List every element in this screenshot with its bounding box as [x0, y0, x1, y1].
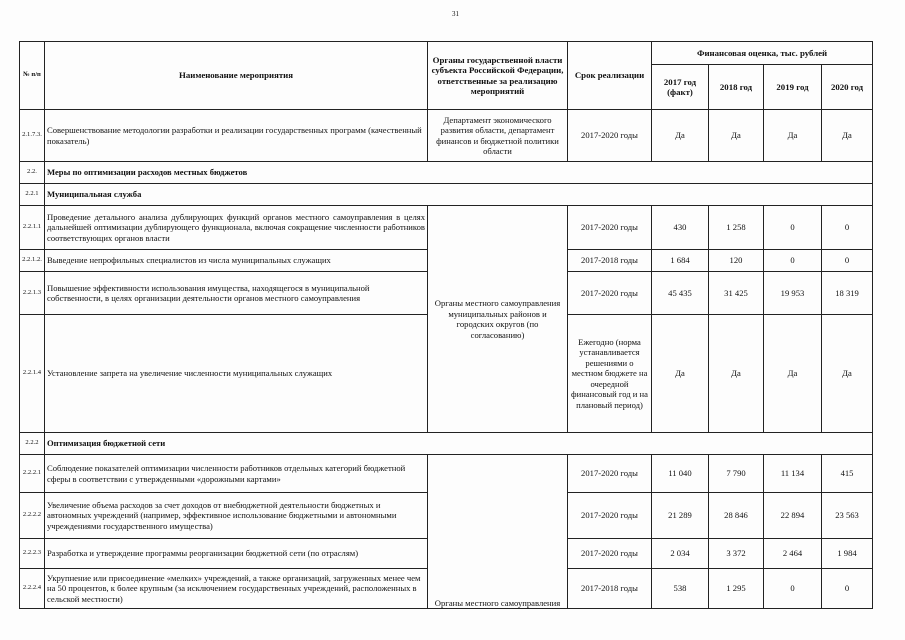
cell-2017: 21 289 — [652, 493, 709, 539]
cell-2020: 415 — [822, 455, 873, 493]
cell-2018: 31 425 — [709, 272, 764, 315]
row-num: 2.2.2.4 — [20, 569, 45, 609]
row-num: 2.2.2 — [20, 433, 45, 455]
cell-2020: Да — [822, 110, 873, 162]
row-term: 2017-2020 годы — [568, 272, 652, 315]
cell-2020: Да — [822, 315, 873, 433]
header-term: Срок реализации — [568, 42, 652, 110]
row-name: Укрупнение или присоединение «мелких» учреждений, а также организаций, загруженных менее чем на 50 процентов, к более крупным (за исключением государственных учреждений, расположенных в сельской местности) — [45, 569, 428, 609]
row-num: 2.1.7.3. — [20, 110, 45, 162]
row-num: 2.2.2.3 — [20, 539, 45, 569]
header-year-2020: 2020 год — [822, 65, 873, 110]
cell-2018: 28 846 — [709, 493, 764, 539]
row-org: Департамент экономического развития области, департамент финансов и бюджетной политики области — [428, 110, 568, 162]
cell-2018: 1 295 — [709, 569, 764, 609]
row-name: Увеличение объема расходов за счет доходов от внебюджетной деятельности бюджетных и автономных учреждений (например, эффективное использование бюджетными и автономными учреждениями государственного имущества) — [45, 493, 428, 539]
header-year-2017: 2017 год (факт) — [652, 65, 709, 110]
cell-2018: 3 372 — [709, 539, 764, 569]
cell-2020: 18 319 — [822, 272, 873, 315]
cell-2018: 1 258 — [709, 206, 764, 250]
cell-2020: 1 984 — [822, 539, 873, 569]
header-year-2019: 2019 год — [764, 65, 822, 110]
section-title: Меры по оптимизации расходов местных бюджетов — [45, 162, 873, 184]
cell-2017: 11 040 — [652, 455, 709, 493]
row-term: 2017-2018 годы — [568, 569, 652, 609]
cell-2019: 11 134 — [764, 455, 822, 493]
table-row — [20, 110, 873, 162]
header-name: Наименование мероприятия — [45, 42, 428, 110]
row-num: 2.2.1.4 — [20, 315, 45, 433]
section-title: Муниципальная служба — [45, 184, 873, 206]
cell-2017: 1 684 — [652, 250, 709, 272]
cell-2020: 0 — [822, 569, 873, 609]
header-year-2018: 2018 год — [709, 65, 764, 110]
cell-2019: 0 — [764, 569, 822, 609]
table-row — [20, 206, 873, 250]
row-num: 2.2.2.2 — [20, 493, 45, 539]
row-term: Ежегодно (норма устанавливается решениями о местном бюджете на очередной финансовый год и на плановый период) — [568, 315, 652, 433]
row-num: 2.2.1.2. — [20, 250, 45, 272]
row-name: Разработка и утверждение программы реорганизации бюджетной сети (по отраслям) — [45, 539, 428, 569]
row-term: 2017-2018 годы — [568, 250, 652, 272]
row-name: Выведение непрофильных специалистов из числа муниципальных служащих — [45, 250, 428, 272]
row-org: Органы местного самоуправления муниципальных районов и городских округов (по согласованию) — [428, 206, 568, 433]
cell-2018: 120 — [709, 250, 764, 272]
cell-2017: Да — [652, 110, 709, 162]
cell-2019: 19 953 — [764, 272, 822, 315]
cell-2019: Да — [764, 315, 822, 433]
header-org: Органы государственной власти субъекта Российской Федерации, ответственные за реализацию мероприятий — [428, 42, 568, 110]
header-fin: Финансовая оценка, тыс. рублей — [652, 42, 873, 65]
measures-table — [19, 41, 873, 609]
cell-2017: 538 — [652, 569, 709, 609]
row-term: 2017-2020 годы — [568, 206, 652, 250]
cell-2020: 23 563 — [822, 493, 873, 539]
cell-2019: Да — [764, 110, 822, 162]
cell-2018: Да — [709, 110, 764, 162]
cell-2018: 7 790 — [709, 455, 764, 493]
header-num: № п/п — [20, 42, 45, 110]
row-num: 2.2.2.1 — [20, 455, 45, 493]
cell-2017: 430 — [652, 206, 709, 250]
page-number: 31 — [452, 10, 459, 18]
row-name: Соблюдение показателей оптимизации численности работников отдельных категорий бюджетной сферы в соответствии с утвержденными «дорожными картами» — [45, 455, 428, 493]
header-row-1 — [20, 42, 873, 65]
row-term: 2017-2020 годы — [568, 110, 652, 162]
cell-2017: Да — [652, 315, 709, 433]
row-name: Установление запрета на увеличение численности муниципальных служащих — [45, 315, 428, 433]
row-org: Органы местного самоуправления — [428, 455, 568, 609]
table-row — [20, 455, 873, 493]
section-row — [20, 184, 873, 206]
section-row — [20, 162, 873, 184]
cell-2020: 0 — [822, 206, 873, 250]
row-num: 2.2.1 — [20, 184, 45, 206]
row-term: 2017-2020 годы — [568, 455, 652, 493]
row-name: Повышение эффективности использования имущества, находящегося в муниципальной собственности, в целях организации деятельности органов местного самоуправления — [45, 272, 428, 315]
row-term: 2017-2020 годы — [568, 539, 652, 569]
row-num: 2.2.1.1 — [20, 206, 45, 250]
row-num: 2.2.1.3 — [20, 272, 45, 315]
cell-2019: 22 894 — [764, 493, 822, 539]
cell-2019: 0 — [764, 250, 822, 272]
cell-2020: 0 — [822, 250, 873, 272]
row-name: Проведение детального анализа дублирующих функций органов местного самоуправления в целях дальнейшей оптимизации дублирующего функционала, включая сокращение численности работников соответствующих органов власти — [45, 206, 428, 250]
row-name: Совершенствование методологии разработки и реализации государственных программ (качественный показатель) — [45, 110, 428, 162]
cell-2019: 0 — [764, 206, 822, 250]
section-title: Оптимизация бюджетной сети — [45, 433, 873, 455]
row-term: 2017-2020 годы — [568, 493, 652, 539]
cell-2019: 2 464 — [764, 539, 822, 569]
row-num: 2.2. — [20, 162, 45, 184]
cell-2017: 2 034 — [652, 539, 709, 569]
cell-2017: 45 435 — [652, 272, 709, 315]
section-row — [20, 433, 873, 455]
cell-2018: Да — [709, 315, 764, 433]
